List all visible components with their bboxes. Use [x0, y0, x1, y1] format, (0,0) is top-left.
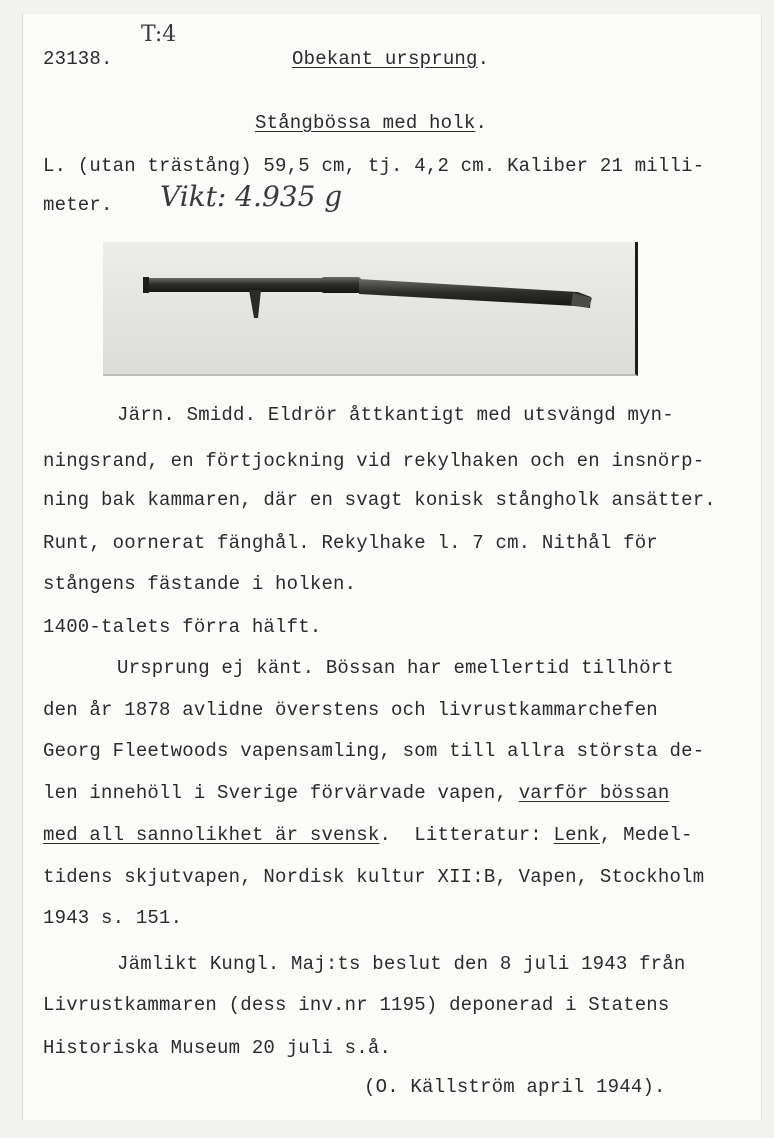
object-title: Stångbössa med holk.	[255, 112, 488, 134]
deposit-line-1: Jämlikt Kungl. Maj:ts beslut den 8 juli 1943 från	[117, 953, 686, 975]
dimensions-line-2: meter.	[43, 194, 113, 216]
description-line-5: stångens fästande i holken.	[43, 573, 357, 595]
provenance-line-7: 1943 s. 151.	[43, 907, 183, 929]
author-signature: (O. Källström april 1944).	[364, 1076, 666, 1098]
provenance-line-3: Georg Fleetwoods vapensamling, som till allra största de-	[43, 740, 705, 762]
provenance-line-1: Ursprung ej känt. Bössan har emellertid tillhört	[117, 657, 674, 679]
provenance-line-2: den år 1878 avlidne överstens och livrustkammarchefen	[43, 699, 658, 721]
provenance-line-5: med all sannolikhet är svensk. Litteratur: Lenk, Medel-	[43, 824, 693, 846]
deposit-line-3: Historiska Museum 20 juli s.å.	[43, 1037, 392, 1059]
provenance-line-6: tidens skjutvapen, Nordisk kultur XII:B, Vapen, Stockholm	[43, 866, 705, 888]
origin-heading: Obekant ursprung.	[292, 48, 490, 70]
handwritten-weight: Vikt: 4.935 g	[160, 180, 343, 213]
gun-image	[103, 242, 635, 374]
dimensions-line: L. (utan trästång) 59,5 cm, tj. 4,2 cm. Kaliber 21 milli-	[43, 155, 705, 177]
description-line-1: Järn. Smidd. Eldrör åttkantigt med utsvängd myn-	[117, 404, 674, 426]
date-line: 1400-talets förra hälft.	[43, 616, 322, 638]
description-line-3: ning bak kammaren, där en svagt konisk stångholk ansätter.	[43, 489, 716, 511]
handwritten-code: T:4	[141, 22, 177, 47]
description-line-4: Runt, oornerat fänghål. Rekylhake l. 7 cm. Nithål för	[43, 532, 658, 554]
provenance-line-4: len innehöll i Sverige förvärvade vapen, varför bössan	[43, 782, 670, 804]
deposit-line-2: Livrustkammaren (dess inv.nr 1195) deponerad i Statens	[43, 994, 670, 1016]
object-photograph	[103, 242, 638, 376]
catalog-number: 23138.	[43, 48, 113, 70]
description-line-2: ningsrand, en förtjockning vid rekylhaken och en insnörp-	[43, 450, 705, 472]
